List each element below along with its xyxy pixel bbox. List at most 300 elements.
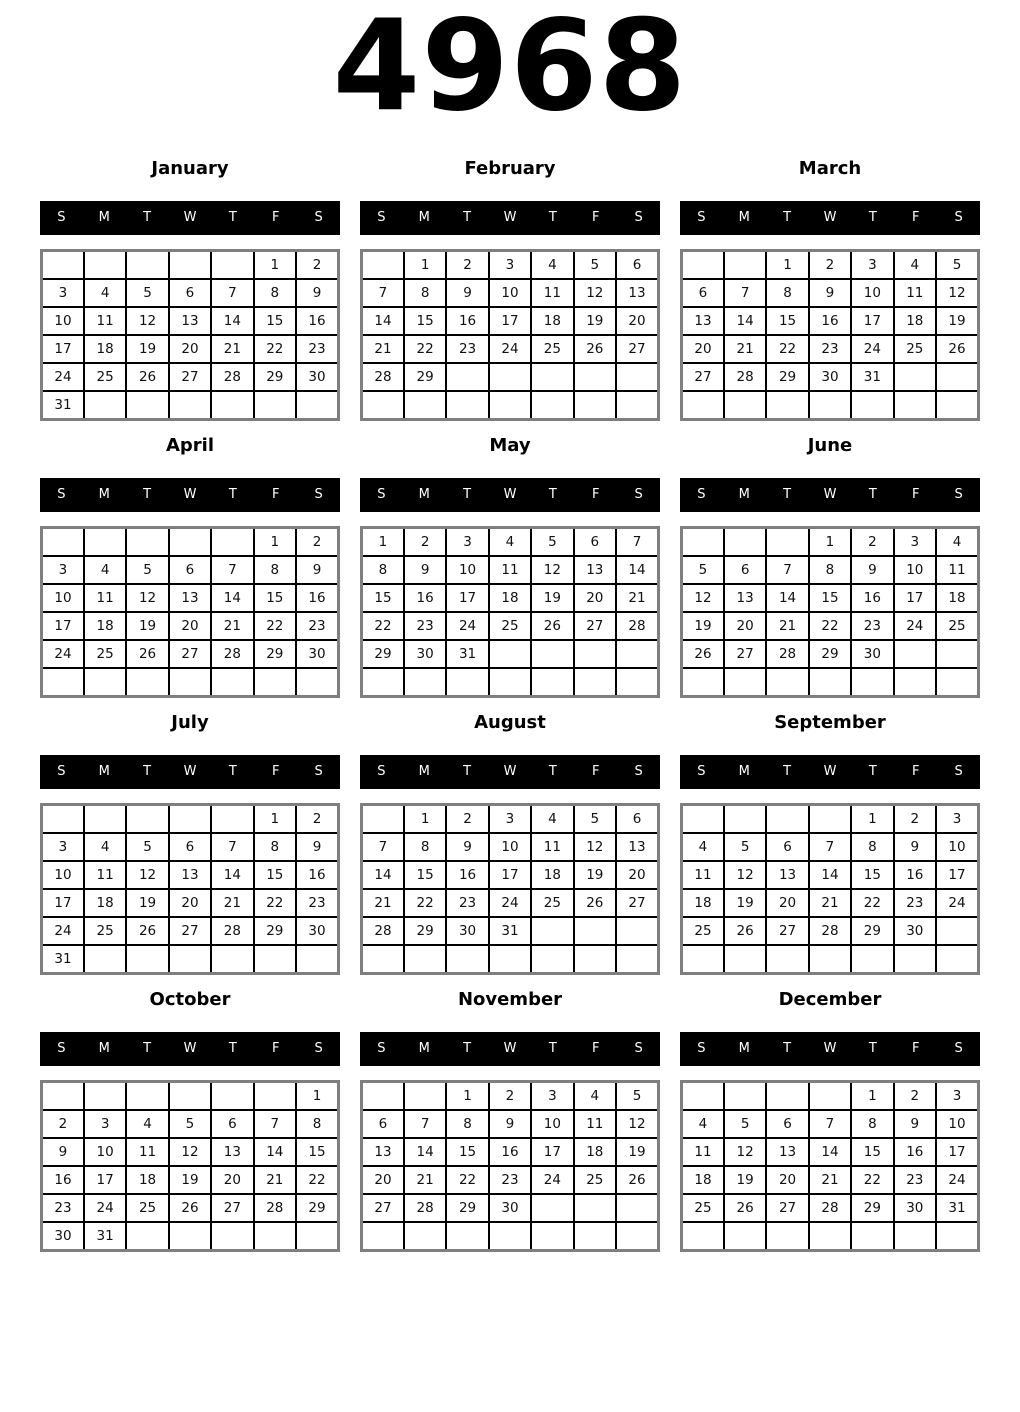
day-cell: 3: [84, 1110, 126, 1138]
day-cell: 23: [296, 889, 338, 917]
day-cell: 22: [404, 889, 446, 917]
day-cell: [616, 1194, 658, 1222]
day-cell: [84, 804, 126, 833]
day-cell: 2: [296, 804, 338, 833]
day-cell: 26: [574, 889, 616, 917]
day-cell: [766, 1222, 808, 1251]
day-cell: 25: [84, 640, 126, 668]
day-cell: 23: [851, 612, 893, 640]
day-cell: 29: [254, 917, 296, 945]
day-cell: 31: [84, 1222, 126, 1251]
day-cell: 28: [404, 1194, 446, 1222]
day-cell: 9: [296, 833, 338, 861]
day-cell: 17: [42, 612, 84, 640]
day-cell: 9: [851, 556, 893, 584]
day-cell: 15: [851, 1138, 893, 1166]
day-cell: 9: [296, 556, 338, 584]
day-cell: [682, 527, 724, 556]
weekday-label: F: [271, 486, 280, 502]
week-row: [682, 307, 979, 335]
day-cell: 25: [894, 335, 936, 363]
day-cell: [936, 391, 978, 420]
month-name: October: [149, 988, 231, 1010]
day-cell: 23: [296, 335, 338, 363]
weekday-header-bar: [680, 478, 980, 512]
day-cell: 25: [126, 1194, 168, 1222]
day-cell: 9: [42, 1138, 84, 1166]
day-cell: 30: [809, 363, 851, 391]
day-grid: [40, 1080, 340, 1252]
day-cell: [362, 945, 404, 974]
week-row: [682, 1194, 979, 1222]
day-cell: 18: [84, 612, 126, 640]
day-cell: 15: [809, 584, 851, 612]
day-cell: 26: [936, 335, 978, 363]
day-cell: [84, 250, 126, 279]
day-cell: 1: [851, 804, 893, 833]
weekday-label: F: [911, 486, 920, 502]
week-row: [42, 917, 339, 945]
day-cell: [616, 640, 658, 668]
day-cell: [126, 527, 168, 556]
day-cell: [682, 250, 724, 279]
day-cell: 1: [404, 804, 446, 833]
day-cell: 24: [42, 363, 84, 391]
day-cell: [489, 391, 531, 420]
month-name: August: [474, 711, 546, 733]
day-grid-body: [362, 804, 659, 973]
day-cell: 3: [936, 804, 978, 833]
day-cell: [42, 527, 84, 556]
day-cell: 27: [682, 363, 724, 391]
day-grid: [680, 526, 980, 698]
week-row: [362, 527, 659, 556]
month-name: January: [151, 157, 229, 179]
day-cell: [362, 391, 404, 420]
weekday-label: S: [697, 1040, 706, 1056]
day-cell: 18: [531, 307, 573, 335]
month-name: May: [489, 434, 531, 456]
day-cell: 6: [616, 250, 658, 279]
month-name: December: [778, 988, 882, 1010]
day-cell: 13: [169, 861, 211, 889]
weekday-label: T: [783, 763, 792, 779]
week-row: [362, 335, 659, 363]
week-row: [362, 640, 659, 668]
weekday-label: M: [418, 486, 430, 502]
week-row: [362, 889, 659, 917]
day-cell: [362, 804, 404, 833]
weekday-header-bar: [680, 1032, 980, 1066]
day-cell: 29: [766, 363, 808, 391]
weekday-label: S: [57, 486, 66, 502]
day-cell: 21: [362, 889, 404, 917]
day-cell: 31: [446, 640, 488, 668]
day-cell: [362, 1081, 404, 1110]
day-cell: 20: [574, 584, 616, 612]
day-cell: 6: [169, 279, 211, 307]
month-name: March: [798, 157, 862, 179]
day-cell: [42, 250, 84, 279]
weekday-label: S: [57, 209, 66, 225]
day-cell: 23: [809, 335, 851, 363]
day-cell: [404, 945, 446, 974]
week-row: [682, 1138, 979, 1166]
day-cell: 2: [296, 527, 338, 556]
day-cell: 18: [682, 1166, 724, 1194]
day-cell: [724, 668, 766, 697]
day-cell: [42, 1081, 84, 1110]
week-row: [682, 391, 979, 420]
day-cell: 27: [211, 1194, 253, 1222]
day-cell: [574, 1194, 616, 1222]
weekday-label: F: [911, 209, 920, 225]
day-cell: 4: [84, 833, 126, 861]
day-cell: 6: [724, 556, 766, 584]
day-cell: 3: [42, 833, 84, 861]
day-cell: 12: [724, 861, 766, 889]
day-cell: 8: [446, 1110, 488, 1138]
weekday-header-bar: [40, 201, 340, 235]
day-cell: [254, 391, 296, 420]
months-grid: [0, 159, 1020, 1267]
day-cell: [169, 804, 211, 833]
day-cell: [574, 945, 616, 974]
day-cell: [126, 668, 168, 697]
week-row: [42, 527, 339, 556]
day-cell: [531, 917, 573, 945]
day-cell: 13: [616, 833, 658, 861]
week-row: [682, 363, 979, 391]
week-row: [42, 279, 339, 307]
weekday-label: T: [783, 486, 792, 502]
week-row: [42, 556, 339, 584]
day-grid: [360, 526, 660, 698]
day-cell: 14: [211, 584, 253, 612]
day-cell: 19: [724, 889, 766, 917]
weekday-label: F: [271, 1040, 280, 1056]
weekday-label: T: [143, 209, 152, 225]
day-cell: [126, 250, 168, 279]
week-row: [682, 833, 979, 861]
day-cell: 28: [766, 640, 808, 668]
month-block-november: [360, 990, 660, 1252]
day-cell: [682, 945, 724, 974]
week-row: [362, 1222, 659, 1251]
day-cell: [682, 804, 724, 833]
day-cell: 29: [404, 917, 446, 945]
day-cell: 13: [169, 584, 211, 612]
day-cell: 15: [766, 307, 808, 335]
day-cell: [169, 250, 211, 279]
day-cell: 12: [126, 584, 168, 612]
day-cell: [169, 1222, 211, 1251]
weekday-label: W: [823, 209, 837, 225]
weekday-label: T: [143, 763, 152, 779]
day-cell: 14: [254, 1138, 296, 1166]
day-cell: 26: [574, 335, 616, 363]
day-cell: 21: [254, 1166, 296, 1194]
day-cell: [211, 391, 253, 420]
weekday-label: W: [503, 1040, 517, 1056]
day-cell: 31: [489, 917, 531, 945]
day-cell: 8: [296, 1110, 338, 1138]
month-name: September: [774, 711, 886, 733]
day-cell: [616, 668, 658, 697]
week-row: [362, 250, 659, 279]
day-cell: 2: [851, 527, 893, 556]
day-cell: 18: [84, 889, 126, 917]
weekday-label: T: [868, 209, 877, 225]
day-cell: [766, 945, 808, 974]
day-cell: [531, 945, 573, 974]
day-cell: 25: [84, 363, 126, 391]
day-cell: 28: [809, 1194, 851, 1222]
day-cell: 11: [489, 556, 531, 584]
day-cell: [724, 391, 766, 420]
week-row: [682, 584, 979, 612]
day-cell: 30: [296, 917, 338, 945]
weekday-label: T: [548, 763, 557, 779]
day-cell: 30: [42, 1222, 84, 1251]
day-cell: 25: [574, 1166, 616, 1194]
day-cell: 2: [446, 804, 488, 833]
weekday-header-bar: [680, 755, 980, 789]
weekday-label: W: [503, 763, 517, 779]
day-cell: 5: [936, 250, 978, 279]
day-cell: 13: [766, 861, 808, 889]
day-cell: [169, 391, 211, 420]
week-row: [362, 363, 659, 391]
day-cell: 1: [362, 527, 404, 556]
day-cell: [724, 945, 766, 974]
day-cell: 4: [682, 833, 724, 861]
day-cell: 16: [296, 584, 338, 612]
day-cell: 21: [362, 335, 404, 363]
weekday-label: S: [697, 209, 706, 225]
week-row: [42, 1222, 339, 1251]
day-cell: 19: [682, 612, 724, 640]
day-cell: 25: [489, 612, 531, 640]
day-cell: [446, 363, 488, 391]
day-cell: [724, 527, 766, 556]
weekday-label: S: [57, 763, 66, 779]
day-cell: 23: [894, 889, 936, 917]
day-cell: [296, 391, 338, 420]
weekday-label: M: [418, 1040, 430, 1056]
day-cell: [169, 527, 211, 556]
day-cell: 26: [126, 363, 168, 391]
day-cell: 14: [404, 1138, 446, 1166]
day-cell: 29: [851, 1194, 893, 1222]
day-cell: 30: [446, 917, 488, 945]
day-cell: 3: [894, 527, 936, 556]
day-cell: 15: [404, 307, 446, 335]
weekday-label: M: [98, 486, 110, 502]
weekday-label: T: [463, 486, 472, 502]
week-row: [682, 279, 979, 307]
day-cell: 7: [362, 833, 404, 861]
day-cell: [296, 945, 338, 974]
day-cell: [489, 363, 531, 391]
month-name: June: [807, 434, 853, 456]
day-cell: 17: [446, 584, 488, 612]
day-cell: 18: [126, 1166, 168, 1194]
week-row: [42, 335, 339, 363]
day-cell: 2: [446, 250, 488, 279]
day-cell: 14: [362, 307, 404, 335]
day-cell: 15: [254, 307, 296, 335]
week-row: [362, 307, 659, 335]
day-cell: 5: [724, 833, 766, 861]
weekday-label: T: [783, 1040, 792, 1056]
week-row: [362, 1166, 659, 1194]
day-cell: 14: [362, 861, 404, 889]
day-cell: [616, 917, 658, 945]
day-cell: 21: [724, 335, 766, 363]
day-cell: 12: [724, 1138, 766, 1166]
day-cell: 10: [446, 556, 488, 584]
day-cell: 26: [126, 917, 168, 945]
day-cell: [894, 363, 936, 391]
day-cell: 21: [809, 889, 851, 917]
weekday-label: S: [377, 486, 386, 502]
weekday-label: S: [57, 1040, 66, 1056]
day-cell: 21: [211, 335, 253, 363]
weekday-label: T: [868, 763, 877, 779]
day-cell: 1: [809, 527, 851, 556]
day-grid: [680, 249, 980, 421]
day-cell: [766, 668, 808, 697]
day-cell: [851, 668, 893, 697]
day-cell: 13: [211, 1138, 253, 1166]
day-cell: [211, 668, 253, 697]
day-cell: [296, 1222, 338, 1251]
day-cell: [682, 1222, 724, 1251]
day-cell: 21: [616, 584, 658, 612]
day-cell: 24: [489, 335, 531, 363]
day-cell: 22: [254, 612, 296, 640]
day-cell: 30: [894, 917, 936, 945]
weekday-label: T: [463, 763, 472, 779]
day-cell: 27: [616, 335, 658, 363]
day-cell: [574, 391, 616, 420]
weekday-label: W: [183, 1040, 197, 1056]
day-cell: 31: [851, 363, 893, 391]
day-cell: 6: [169, 833, 211, 861]
month-block-january: [40, 159, 340, 421]
weekday-label: S: [634, 209, 643, 225]
month-name: February: [464, 157, 556, 179]
day-cell: 22: [254, 889, 296, 917]
weekday-header-bar: [40, 478, 340, 512]
day-cell: 7: [809, 1110, 851, 1138]
day-cell: 31: [936, 1194, 978, 1222]
day-cell: 2: [42, 1110, 84, 1138]
day-cell: [936, 945, 978, 974]
day-cell: 6: [574, 527, 616, 556]
day-cell: 3: [42, 556, 84, 584]
day-cell: 20: [724, 612, 766, 640]
day-cell: 11: [531, 833, 573, 861]
day-cell: 16: [894, 861, 936, 889]
week-row: [362, 917, 659, 945]
weekday-label: S: [314, 763, 323, 779]
day-cell: 7: [211, 279, 253, 307]
day-cell: 20: [169, 612, 211, 640]
day-cell: 17: [936, 861, 978, 889]
day-cell: 5: [126, 556, 168, 584]
day-cell: 30: [404, 640, 446, 668]
day-cell: 17: [851, 307, 893, 335]
day-cell: 12: [126, 861, 168, 889]
weekday-label: S: [634, 763, 643, 779]
day-cell: [682, 1081, 724, 1110]
day-cell: 20: [766, 1166, 808, 1194]
weekday-label: M: [98, 763, 110, 779]
day-cell: 26: [616, 1166, 658, 1194]
day-cell: 22: [254, 335, 296, 363]
day-cell: 16: [296, 861, 338, 889]
day-cell: 29: [296, 1194, 338, 1222]
day-cell: 4: [126, 1110, 168, 1138]
day-cell: [362, 1222, 404, 1251]
day-cell: 21: [211, 612, 253, 640]
day-cell: 19: [574, 307, 616, 335]
day-cell: 6: [211, 1110, 253, 1138]
day-cell: 9: [894, 833, 936, 861]
day-cell: 13: [574, 556, 616, 584]
week-row: [42, 889, 339, 917]
day-cell: 24: [531, 1166, 573, 1194]
day-cell: 14: [766, 584, 808, 612]
day-cell: [211, 945, 253, 974]
day-cell: 9: [446, 833, 488, 861]
weekday-label: S: [954, 486, 963, 502]
month-block-july: [40, 713, 340, 975]
day-cell: 14: [809, 861, 851, 889]
day-cell: 10: [84, 1138, 126, 1166]
day-cell: [362, 668, 404, 697]
weekday-label: W: [503, 209, 517, 225]
day-cell: [254, 668, 296, 697]
day-cell: [724, 804, 766, 833]
day-cell: [894, 391, 936, 420]
day-cell: 20: [766, 889, 808, 917]
day-cell: 26: [724, 1194, 766, 1222]
day-cell: 10: [851, 279, 893, 307]
day-cell: 10: [42, 584, 84, 612]
day-cell: [766, 527, 808, 556]
day-cell: 6: [766, 833, 808, 861]
day-cell: 15: [254, 861, 296, 889]
day-cell: 4: [531, 804, 573, 833]
day-cell: [574, 917, 616, 945]
day-cell: [296, 668, 338, 697]
day-cell: 16: [404, 584, 446, 612]
day-cell: 11: [84, 584, 126, 612]
day-cell: 2: [894, 1081, 936, 1110]
day-cell: 10: [489, 833, 531, 861]
week-row: [682, 1222, 979, 1251]
day-cell: [126, 391, 168, 420]
day-cell: 28: [724, 363, 766, 391]
week-row: [362, 1081, 659, 1110]
day-cell: [766, 391, 808, 420]
day-cell: 23: [446, 889, 488, 917]
day-cell: 16: [42, 1166, 84, 1194]
week-row: [362, 1138, 659, 1166]
